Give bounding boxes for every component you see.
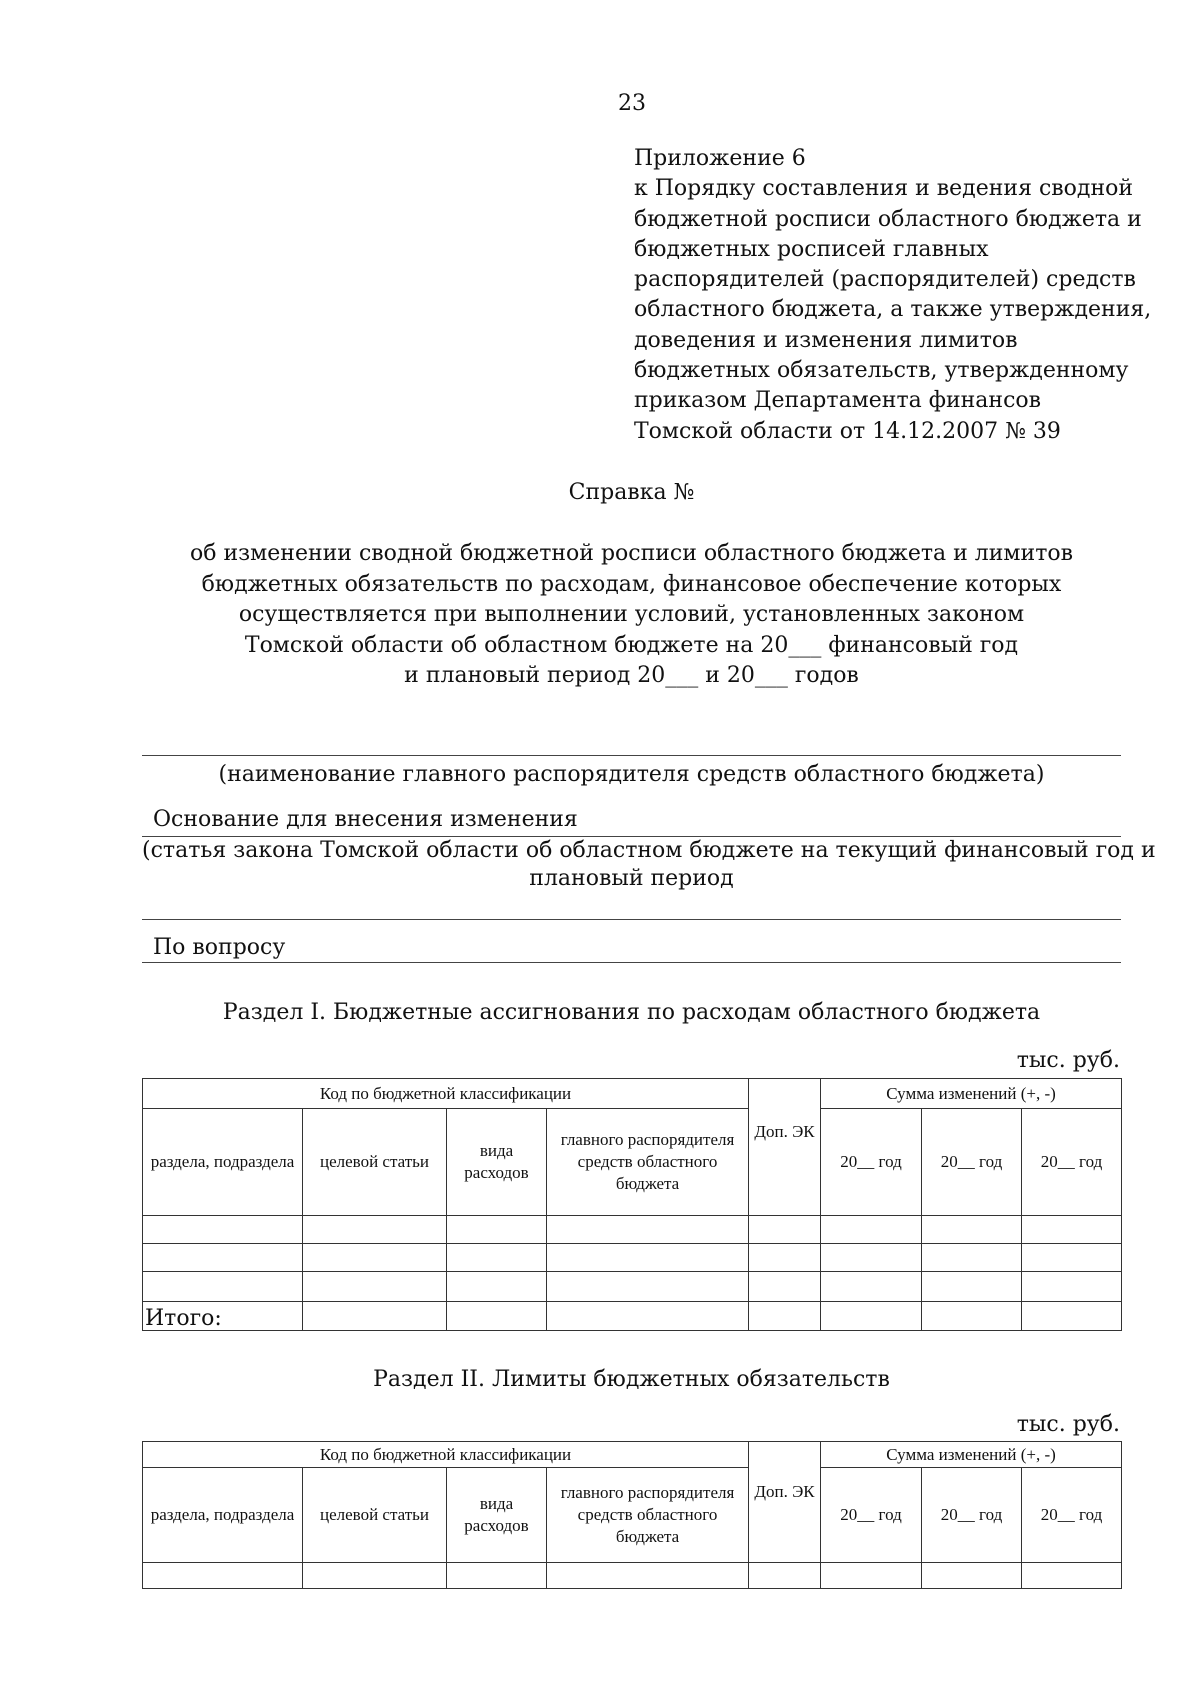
section2-table <box>142 1441 1122 1589</box>
section1-table <box>142 1078 1122 1331</box>
total-label: Итого: <box>143 1302 303 1331</box>
header-sum-group: Сумма изменений (+, -) <box>821 1079 1122 1109</box>
subtitle-line: осуществляется при выполнении условий, установленных законом <box>238 602 1025 627</box>
table-row <box>143 1244 1122 1272</box>
cell[interactable] <box>547 1244 749 1272</box>
appendix-line: приказом Департамента финансов <box>634 388 1042 414</box>
basis-caption-line: (статья закона Томской области об областном бюджете на текущий финансовый год и <box>142 838 1156 863</box>
header-target-article: целевой статьи <box>303 1468 447 1563</box>
cell[interactable] <box>922 1244 1022 1272</box>
question-label: По вопросу <box>153 935 286 960</box>
cell[interactable] <box>749 1563 821 1589</box>
cell[interactable] <box>143 1216 303 1244</box>
cell[interactable] <box>1022 1563 1122 1589</box>
header-expense-type: вида расходов <box>447 1109 547 1216</box>
header-year-2: 20__ год <box>922 1468 1022 1563</box>
header-main-distributor: главного распорядителя средств областного бюджета <box>547 1468 749 1563</box>
appendix-line: распорядителей (распорядителей) средств <box>634 267 1136 293</box>
header-target-article: целевой статьи <box>303 1109 447 1216</box>
header-section: раздела, подраздела <box>143 1468 303 1563</box>
cell[interactable] <box>547 1302 749 1331</box>
appendix-line: бюджетных росписей главных <box>634 236 989 262</box>
page-number: 23 <box>618 91 646 116</box>
cell[interactable] <box>821 1216 922 1244</box>
header-main-distributor: главного распорядителя средств областного бюджета <box>547 1109 749 1216</box>
appendix-line: Приложение 6 <box>634 146 806 171</box>
header-year-1: 20__ год <box>821 1468 922 1563</box>
cell[interactable] <box>1022 1272 1122 1302</box>
cell[interactable] <box>1022 1302 1122 1331</box>
cell[interactable] <box>922 1272 1022 1302</box>
cell[interactable] <box>547 1216 749 1244</box>
basis-line-2[interactable] <box>142 919 1121 920</box>
cell[interactable] <box>547 1563 749 1589</box>
cell[interactable] <box>749 1244 821 1272</box>
header-code-group: Код по бюджетной классификации <box>143 1442 749 1468</box>
header-code-group: Код по бюджетной классификации <box>143 1079 749 1109</box>
basis-caption-line: плановый период <box>529 866 734 891</box>
header-year-1: 20__ год <box>821 1109 922 1216</box>
table-row <box>143 1563 1122 1589</box>
header-expense-type: вида расходов <box>447 1468 547 1563</box>
cell[interactable] <box>821 1563 922 1589</box>
appendix-line: бюджетных обязательств, утвержденному <box>634 358 1129 384</box>
cell[interactable] <box>922 1216 1022 1244</box>
cell[interactable] <box>447 1216 547 1244</box>
table-row <box>143 1216 1122 1244</box>
cell[interactable] <box>303 1302 447 1331</box>
header-dop-ek: Доп. ЭК <box>749 1079 821 1216</box>
appendix-line: к Порядку составления и ведения сводной <box>634 176 1134 202</box>
document-subtitle <box>142 539 1121 692</box>
cell[interactable] <box>143 1272 303 1302</box>
table-row <box>143 1272 1122 1302</box>
cell[interactable] <box>447 1272 547 1302</box>
cell[interactable] <box>447 1302 547 1331</box>
cell[interactable] <box>447 1563 547 1589</box>
appendix-block <box>634 144 1151 447</box>
cell[interactable] <box>1022 1216 1122 1244</box>
appendix-line: бюджетной росписи областного бюджета и <box>634 206 1142 232</box>
header-sum-group: Сумма изменений (+, -) <box>821 1442 1122 1468</box>
header-year-2: 20__ год <box>922 1109 1022 1216</box>
cell[interactable] <box>1022 1244 1122 1272</box>
question-line[interactable] <box>142 962 1121 963</box>
cell[interactable] <box>821 1272 922 1302</box>
cell[interactable] <box>922 1563 1022 1589</box>
basis-label: Основание для внесения изменения <box>153 807 578 832</box>
cell[interactable] <box>303 1272 447 1302</box>
section1-title: Раздел I. Бюджетные ассигнования по расходам областного бюджета <box>222 1000 1041 1025</box>
cell[interactable] <box>143 1563 303 1589</box>
cell[interactable] <box>821 1302 922 1331</box>
cell[interactable] <box>303 1216 447 1244</box>
cell[interactable] <box>447 1244 547 1272</box>
header-year-3: 20__ год <box>1022 1468 1122 1563</box>
cell[interactable] <box>749 1272 821 1302</box>
subtitle-line: и плановый период 20___ и 20___ годов <box>404 663 859 688</box>
subtitle-line: Томской области об областном бюджете на 20___ финансовый год <box>244 632 1019 658</box>
cell[interactable] <box>749 1302 821 1331</box>
cell[interactable] <box>143 1244 303 1272</box>
distributor-caption: (наименование главного распорядителя средств областного бюджета) <box>218 762 1045 787</box>
cell[interactable] <box>922 1302 1022 1331</box>
cell[interactable] <box>821 1244 922 1272</box>
header-section: раздела, подраздела <box>143 1109 303 1216</box>
distributor-line[interactable] <box>142 755 1121 756</box>
document-title: Справка № <box>568 480 695 505</box>
subtitle-line: бюджетных обязательств по расходам, финансовое обеспечение которых <box>201 571 1062 597</box>
cell[interactable] <box>547 1272 749 1302</box>
appendix-line: Томской области от 14.12.2007 № 39 <box>634 418 1061 444</box>
section1-unit: тыс. руб. <box>1016 1048 1120 1073</box>
basis-caption <box>142 837 1156 893</box>
cell[interactable] <box>749 1216 821 1244</box>
appendix-line: областного бюджета, а также утверждения, <box>634 297 1152 323</box>
header-year-3: 20__ год <box>1022 1109 1122 1216</box>
section2-unit: тыс. руб. <box>1016 1412 1120 1437</box>
subtitle-line: об изменении сводной бюджетной росписи областного бюджета и лимитов <box>190 541 1073 566</box>
cell[interactable] <box>303 1563 447 1589</box>
total-row <box>143 1302 1122 1331</box>
cell[interactable] <box>303 1244 447 1272</box>
appendix-line: доведения и изменения лимитов <box>634 327 1018 353</box>
header-dop-ek: Доп. ЭК <box>749 1442 821 1563</box>
section2-title: Раздел II. Лимиты бюджетных обязательств <box>373 1367 890 1392</box>
